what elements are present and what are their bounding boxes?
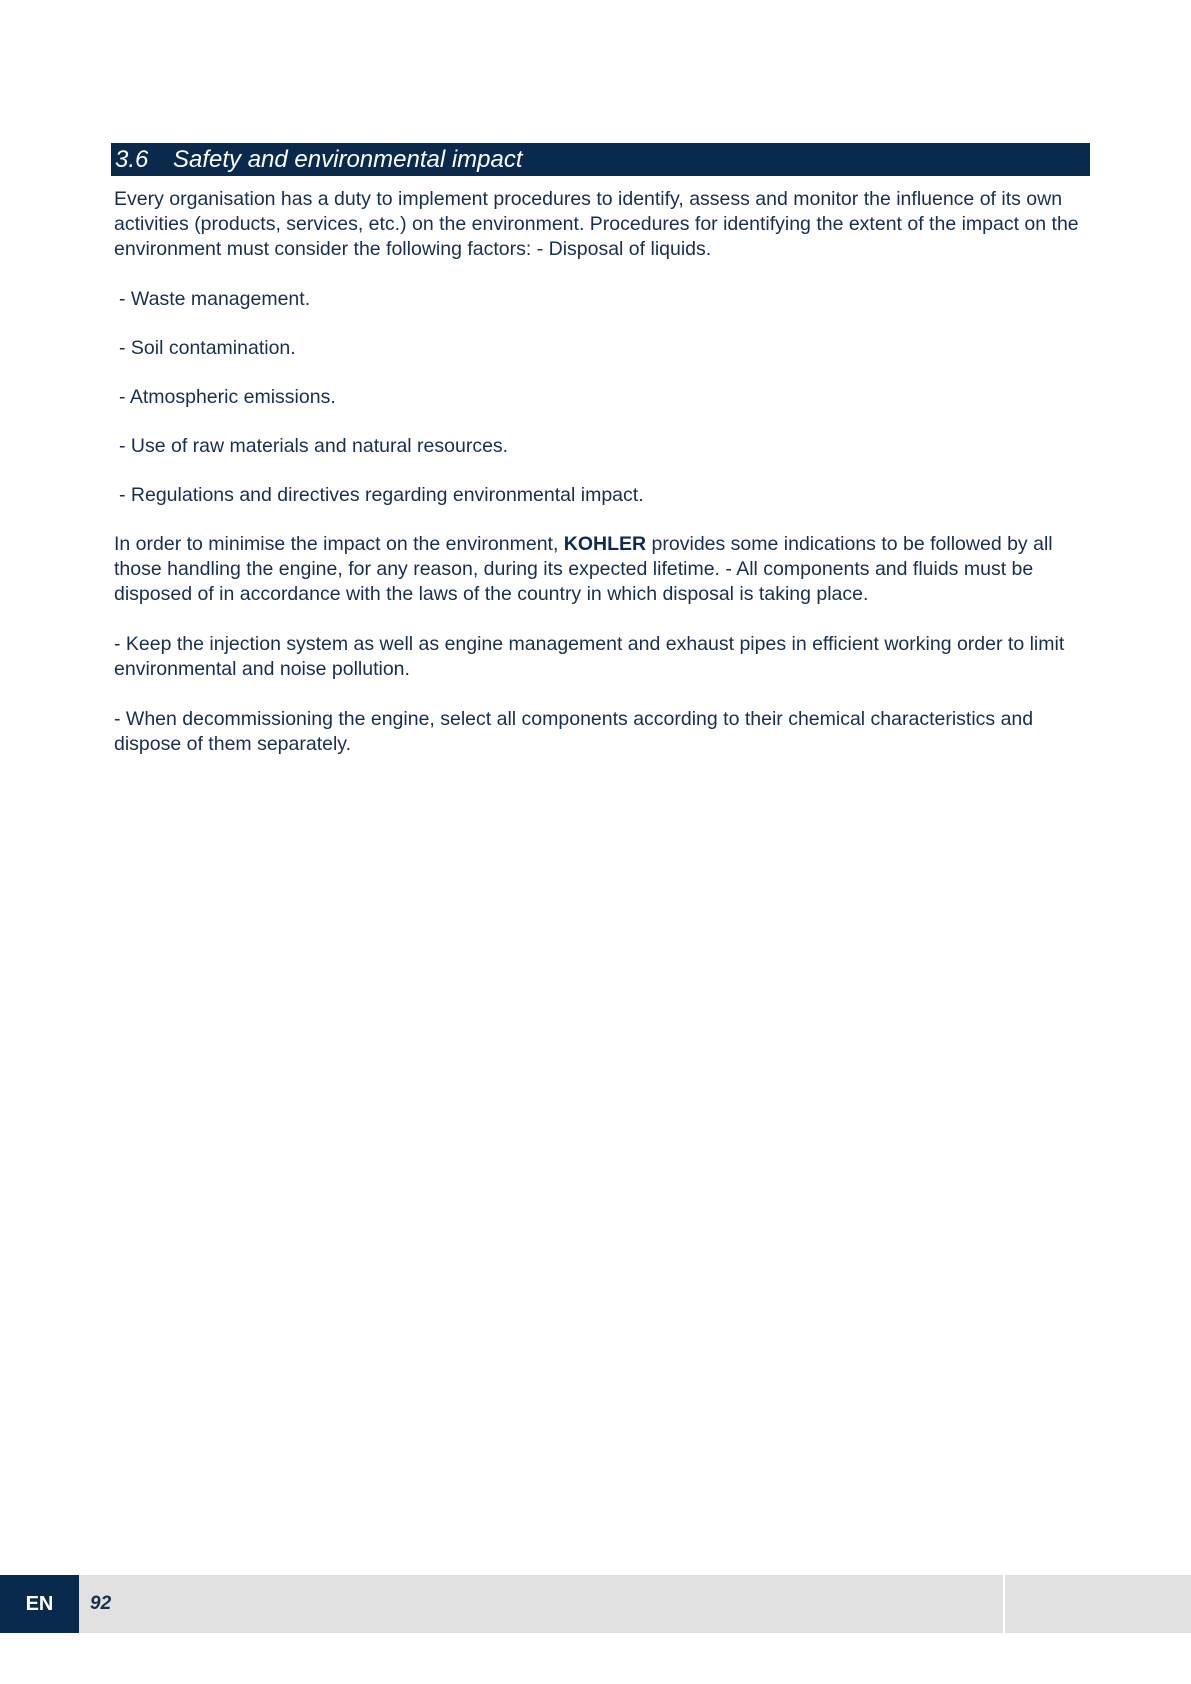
factor-waste-management: - Waste management. xyxy=(119,288,311,310)
section-body xyxy=(114,187,1094,757)
section-title: Safety and environmental impact xyxy=(173,146,523,173)
instruction-decommissioning: - When decommissioning the engine, select all components according to their chemical characteristics and dispose of them separately. xyxy=(114,708,1034,755)
intro-paragraph: Every organisation has a duty to implement procedures to identify, assess and monitor the influence of its own activities (products, services, etc.) on the environment. Procedures for identifying the extent of the impact on the environment must consider the following factors: - Disposal of liquids. xyxy=(114,188,1079,260)
factor-regulations: - Regulations and directives regarding environmental impact. xyxy=(119,484,644,506)
footer-divider xyxy=(1003,1575,1005,1633)
page-number: 92 xyxy=(90,1593,112,1614)
language-badge: EN xyxy=(0,1575,79,1633)
section-number: 3.6 xyxy=(115,146,149,173)
indications-paragraph xyxy=(114,532,1094,607)
factor-soil-contamination: - Soil contamination. xyxy=(119,337,296,359)
instruction-injection-system: - Keep the injection system as well as engine management and exhaust pipes in efficient working order to limit environmental and noise pollution. xyxy=(114,633,1065,680)
indications-text-start: In order to minimise the impact on the environment, xyxy=(114,533,564,555)
indications-text-end: provides some indications to be followed by all those handling the engine, for any reason, during its expected lifetime. - All components and fluids must be disposed of in accordance with the laws of the country in which disposal is taking place. xyxy=(114,533,1053,605)
brand-name: KOHLER xyxy=(563,533,647,555)
factor-raw-materials: - Use of raw materials and natural resources. xyxy=(119,435,509,457)
page-footer xyxy=(0,1575,1191,1633)
factor-atmospheric-emissions: - Atmospheric emissions. xyxy=(119,386,336,408)
section-header xyxy=(111,143,1090,176)
